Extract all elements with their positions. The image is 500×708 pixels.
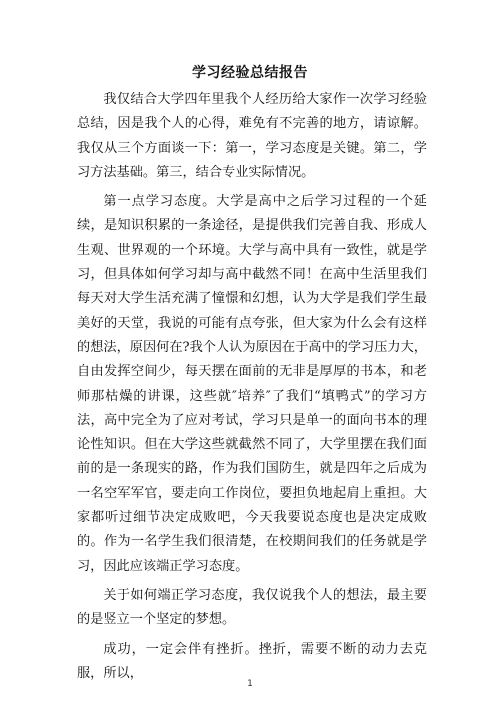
paragraph-correct-attitude: 关于如何端正学习态度，我仅说我个人的想法，最主要的是竖立一个坚定的梦想。 bbox=[77, 587, 427, 628]
document-body bbox=[77, 88, 427, 691]
paragraph-success: 成功，一定会伴有挫折。挫折，需要不断的动力去克服，所以， bbox=[77, 641, 427, 681]
document-title: 学习经验总结报告 bbox=[192, 65, 308, 81]
paragraph-intro: 我仅结合大学四年里我个人经历给大家作一次学习经验总结，因是我个人的心得，难免有不完善的地方，请谅解。我仅从三个方面谈一下：第一，学习态度是关键。第二，学习方法基础。第三，结合专业实际情况。 bbox=[77, 92, 427, 180]
page-number: 1 bbox=[247, 679, 253, 689]
paragraph-learning-attitude: 第一点学习态度。大学是高中之后学习过程的一个延续，是知识积累的一条途径，是提供我们完善自我、形成人生观、世界观的一个环境。大学与高中具有一致性，就是学习，但具体如何学习却与高中截然不同！在高中生活里我们每天对大学生活充满了憧憬和幻想，认为大学是我们学生最美好的天堂，我说的可能有点夸张，但大家为什么会有这样的想法，原因何在?我个人认为原因在于高中的学习压力大，自由发挥空间少，每天摆在面前的无非是厚厚的书本，和老师那枯燥的讲课，这些就″培养″了我们“填鸭式”的学习方法，高中完全为了应对考试，学习只是单一的面向书本的理论性知识。但在大学这些就截然不同了，大学里摆在我们面前的是一条现实的路，作为我们国防生，就是四年之后成为一名空军军官，要走向工作岗位，要担负地起肩上重担。大家都听过细节决定成败吧，今天我要说态度也是决定成败的。作为一名学生我们很清楚，在校期间我们的任务就是学习，因此应该端正学习态度。 bbox=[77, 194, 427, 574]
